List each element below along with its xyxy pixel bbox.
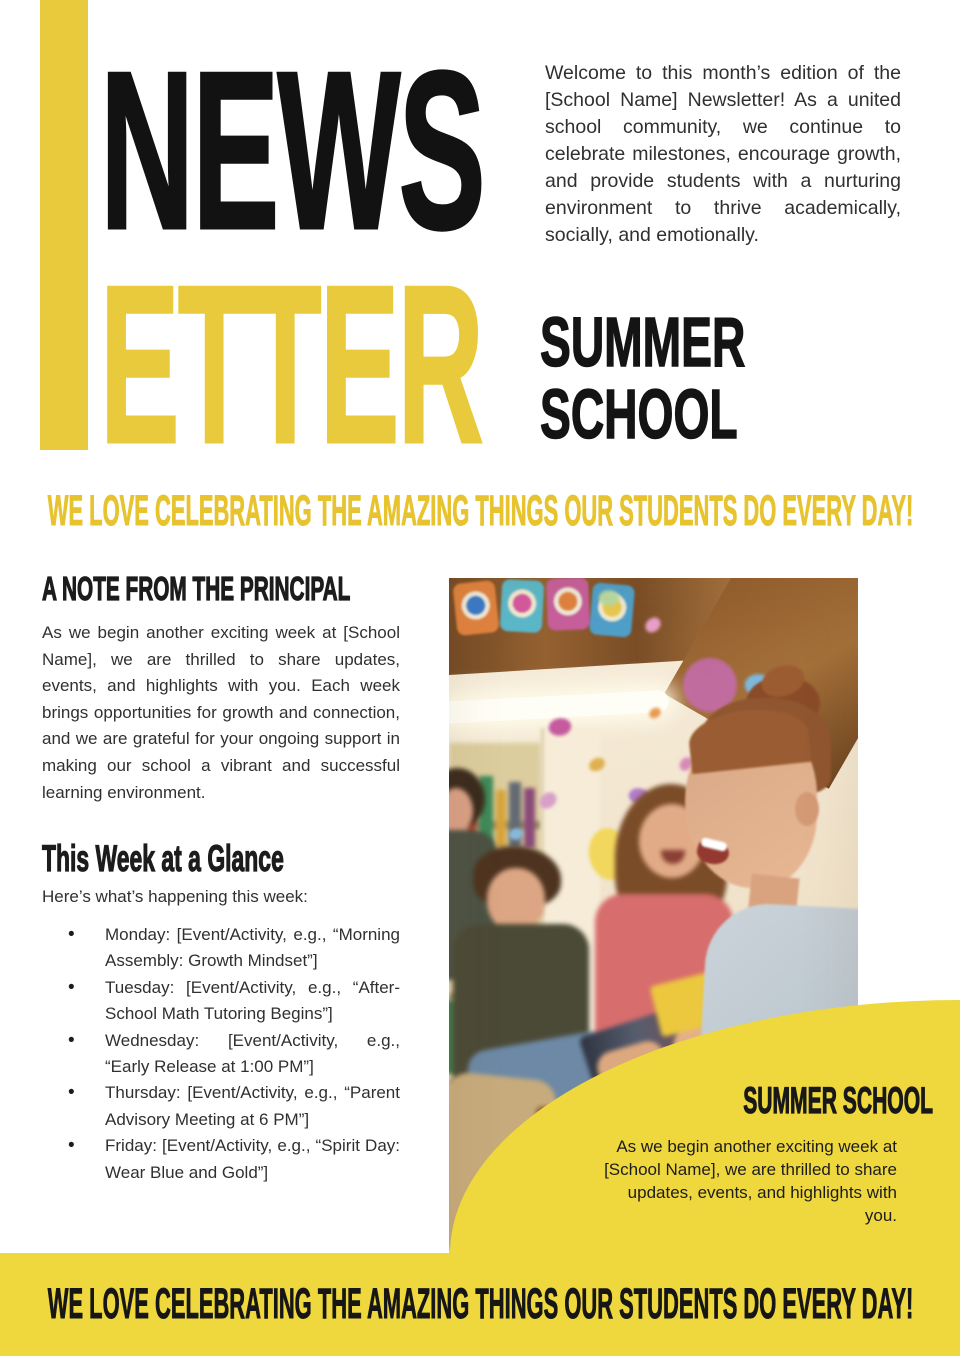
principal-note-heading-text: A NOTE FROM THE PRINCIPAL [42, 570, 351, 607]
photo-shape [500, 579, 545, 633]
list-item-thursday: • Thursday: [Event/Activity, e.g., “Parent Advisory Meeting at 6 PM”] [42, 1080, 400, 1133]
masthead-title-news-text: NEWS [100, 24, 484, 276]
masthead-title-etter-text: ETTER [100, 238, 482, 490]
masthead-accent-bar [40, 0, 88, 450]
list-item-monday: • Monday: [Event/Activity, e.g., “Morning Assembly: Growth Mindset”] [42, 922, 400, 975]
photo-shape [496, 790, 506, 848]
week-glance-heading [42, 840, 432, 877]
photo-shape [524, 788, 535, 848]
photo-shape [546, 578, 590, 631]
subtitle-line-1: SUMMER [540, 303, 746, 381]
summer-card-heading [600, 1080, 933, 1121]
summer-school-card [600, 1080, 933, 1227]
footer-banner-text: WE LOVE CELEBRATING THE AMAZING THINGS OUR STUDENTS DO EVERY DAY! [47, 1280, 913, 1328]
tagline-text: WE LOVE CELEBRATING THE AMAZING THINGS OUR STUDENTS DO EVERY DAY! [47, 486, 913, 535]
week-glance-heading-text: This Week at a Glance [42, 838, 284, 879]
summer-card-heading-text: SUMMER SCHOOL [743, 1080, 933, 1121]
intro-paragraph: Welcome to this month’s edition of the [School Name] Newsletter! As a united school community, we continue to celebrate milestones, encourage growth, and provide students with a nurturing environment to thrive academically, socially, and emotionally. [545, 62, 901, 246]
photo-shape [452, 580, 499, 636]
photo-shape [487, 868, 545, 932]
footer-banner [0, 1253, 960, 1356]
principal-note-body: As we begin another exciting week at [School Name], we are thrilled to share updates, events, and highlights with you. Each week brings opportunities for growth and connection, and we are grateful for your ongoing support in making our school a vibrant and successful learning environment. [42, 623, 400, 802]
list-item-wednesday: • Wednesday: [Event/Activity, e.g., “Early Release at 1:00 PM”] [42, 1028, 400, 1081]
list-item-tuesday: • Tuesday: [Event/Activity, e.g., “After-School Math Tutoring Begins”] [42, 975, 400, 1028]
subtitle-line-2: SCHOOL [540, 375, 738, 453]
list-item-friday: • Friday: [Event/Activity, e.g., “Spirit Day: Wear Blue and Gold”] [42, 1133, 400, 1186]
summer-card-body: As we begin another exciting week at [School Name], we are thrilled to share updates, events, and highlights with you. [604, 1137, 897, 1225]
tagline-banner [0, 487, 960, 535]
week-glance-list [42, 922, 400, 1186]
subtitle-summer-school [540, 303, 851, 453]
week-glance-intro: Here’s what’s happening this week: [42, 887, 308, 906]
photo-shape [795, 792, 819, 826]
